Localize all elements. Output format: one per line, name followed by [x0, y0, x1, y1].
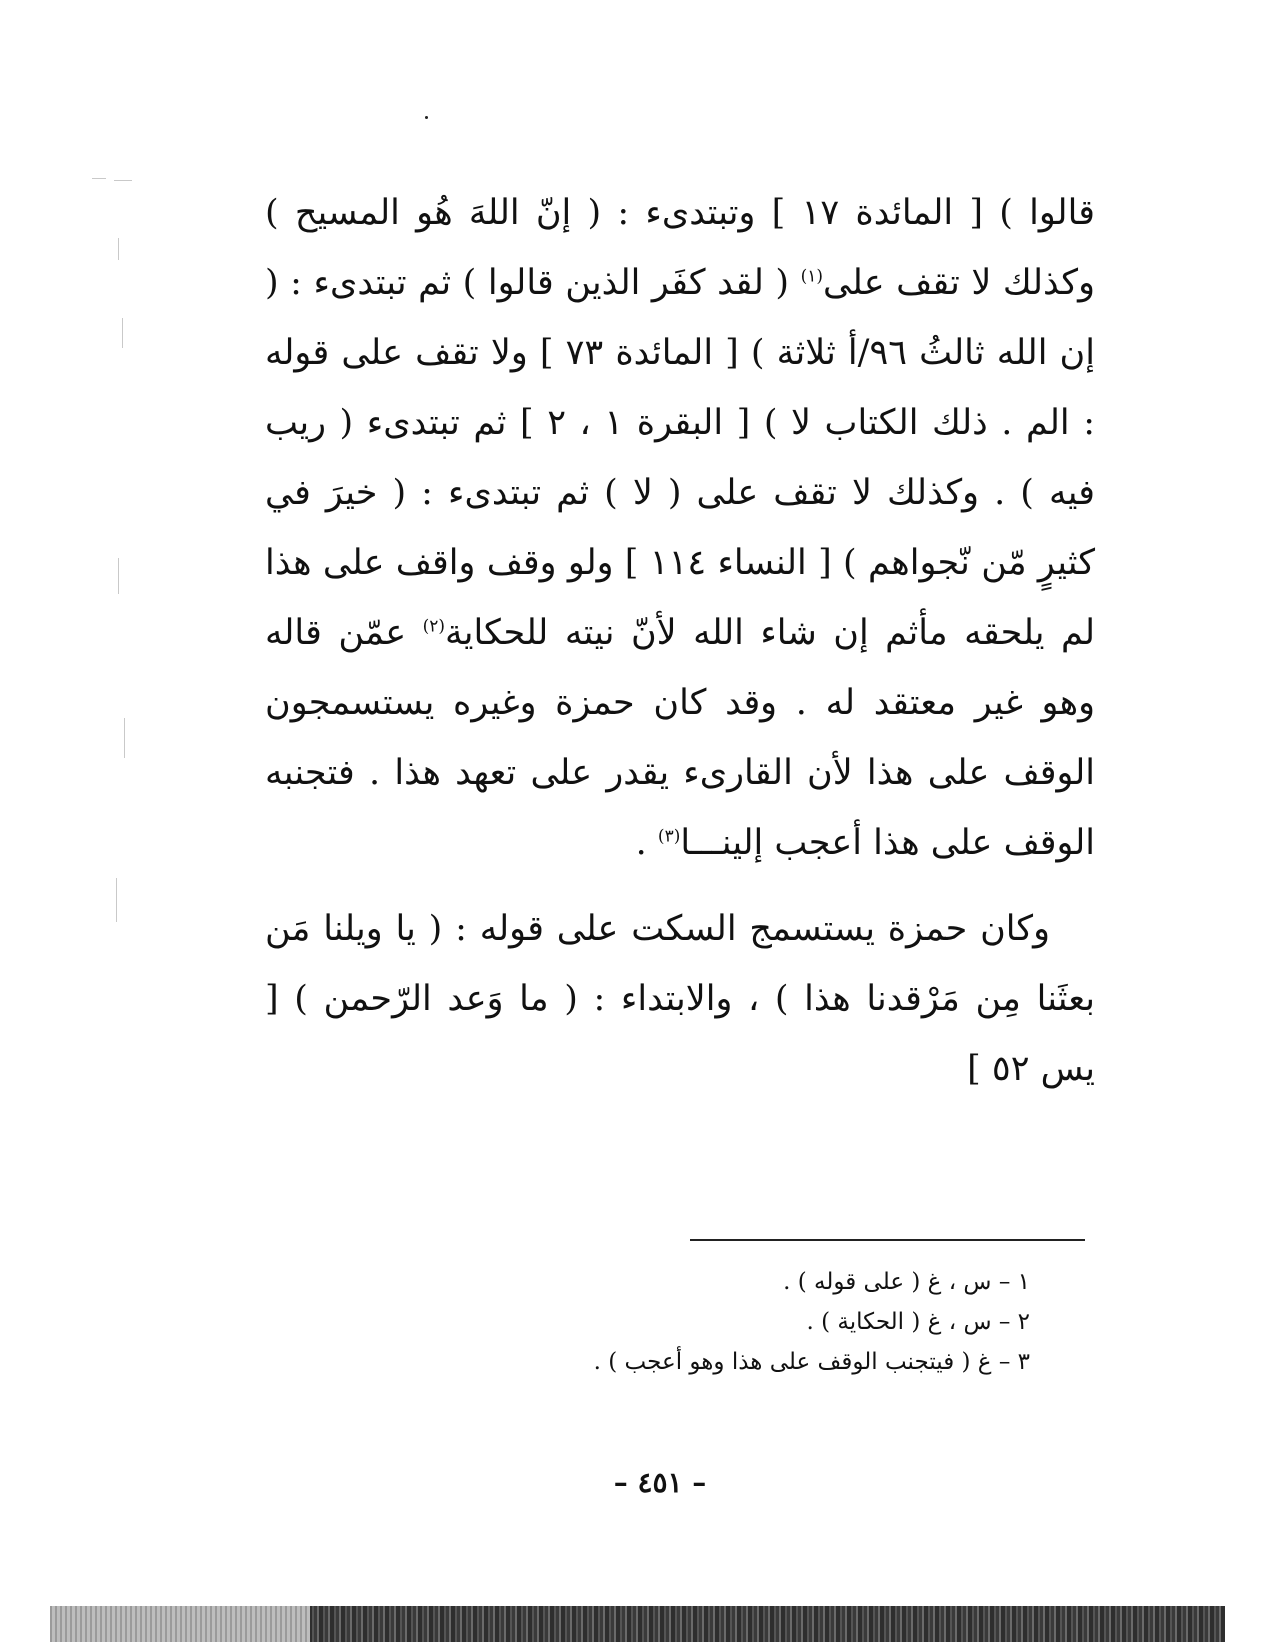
footnotes: [400, 1262, 1030, 1382]
text-line: ثالثُ ٩٦/أ ثلاثة ) [ المائدة ٧٣ ] ولا تقف على قوله : الم .: [265, 333, 1095, 443]
text-line: القارىء يقدر على تعهد هذا . فتجنبه الوقف على هذا أعجب: [265, 753, 1095, 863]
text-line: قالوا ) [ المائدة ١٧ ] وتبتدىء : ( إنّ اللهَ هُو المسيح ) وكذلك: [265, 193, 1095, 303]
text-line: .: [635, 823, 647, 863]
scan-edge-band-light: [50, 1606, 310, 1642]
text-line: ( لقد كفَر الذين قالوا ) ثم تبتدىء : ( إن الله: [265, 263, 1095, 373]
text-line: مأثم إن شاء الله لأنّ نيته للحكاية: [445, 613, 948, 653]
footnote-ref-1: (١): [800, 266, 823, 287]
footnote-ref-3: (٣): [657, 826, 681, 847]
paragraph-2: [265, 894, 1095, 1104]
footnote-3: ٣ – غ ( فيتجنب الوقف على هذا وهو أعجب ) .: [593, 1349, 1030, 1375]
page-number: – ٤٥١ –: [613, 1466, 707, 1499]
scan-edge-band: [50, 1606, 1225, 1642]
footnote-2: ٢ – س ، غ ( الحكاية ) .: [806, 1309, 1030, 1335]
paragraph-1: [265, 178, 1095, 878]
text-line: وكان حمزة يستسمج السكت على قوله : ( يا ويلنا مَن بعثَنا: [265, 909, 1095, 1019]
text-line: عمّن قاله وهو غير معتقد: [265, 613, 1096, 723]
footnote-ref-2: (٢): [422, 616, 445, 637]
scan-margin-noise: [88, 178, 144, 978]
footnote-separator: [690, 1239, 1085, 1241]
text-line: له . وقد كان حمزة وغيره يستسمجون الوقف على هذا لأن: [265, 683, 1095, 793]
main-text: [265, 178, 1095, 1104]
text-line: نّجواهم ) [ النساء ١١٤ ] ولو وقف واقف على هذا لم يلحقه: [265, 543, 1095, 653]
text-line: ذلك الكتاب لا ) [ البقرة ١ ، ٢ ] ثم تبتدىء ( ريب فيه ) .: [265, 403, 1095, 513]
text-line: لا تقف على: [823, 263, 992, 303]
scan-speck: [425, 116, 428, 119]
text-line: مِن مَرْقدنا هذا ) ، والابتداء : ( ما وَعد الرّحمن ) [ يس ٥٢ ]: [265, 979, 1095, 1089]
text-line: وكذلك لا تقف على ( لا ) ثم تبتدىء : ( خيرَ في كثيرٍ مّن: [265, 473, 1095, 583]
footnote-1: ١ – س ، غ ( على قوله ) .: [783, 1269, 1030, 1295]
text-line: إلينـــا: [680, 823, 764, 863]
